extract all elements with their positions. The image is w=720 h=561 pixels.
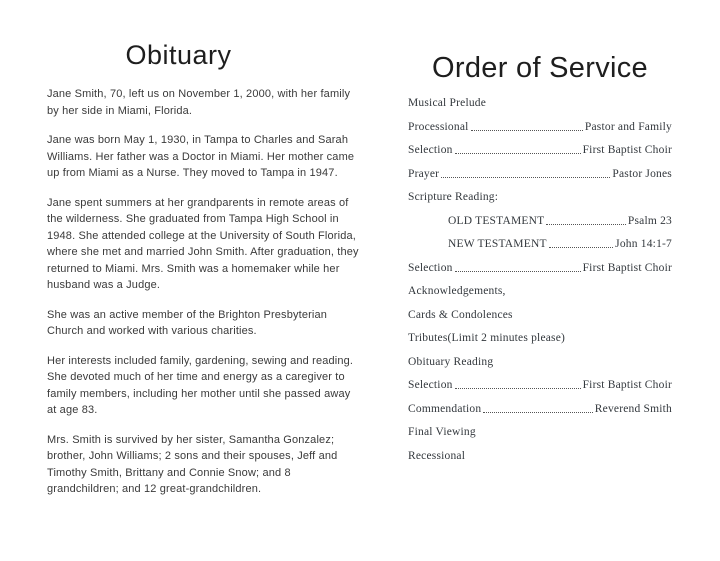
service-item (408, 238, 672, 250)
service-item-label: NEW TESTAMENT (448, 238, 547, 250)
service-item-label: Cards & Condolences (408, 308, 513, 321)
dot-leader (455, 153, 581, 154)
service-item-label: Prayer (408, 167, 440, 180)
obituary-paragraph: Mrs. Smith is survived by her sister, Samantha Gonzalez; brother, John Williams; 2 sons and their spouses, Jeff and Timothy Smith, Brittany and Connie Snow; and 8 grandchildren; and 12 great-grandchildren. (47, 433, 338, 495)
service-item-value: Pastor and Family (584, 120, 672, 133)
dot-leader (455, 271, 581, 272)
service-item (408, 262, 672, 274)
order-of-service-page (408, 48, 672, 473)
obituary-paragraph: Jane was born May 1, 1930, in Tampa to Charles and Sarah Williams. Her father was a Doctor in Miami. Her mother came up from Miami as a Nurse. They moved to Tampa in 1947. (47, 134, 355, 179)
obituary-body (47, 86, 362, 498)
order-of-service-list (408, 97, 672, 462)
service-item-label: Musical Prelude (408, 97, 487, 109)
service-item (408, 403, 672, 415)
service-item (408, 121, 672, 133)
service-item (408, 332, 672, 344)
obituary-page (47, 36, 362, 511)
service-item-value: John 14:1-7 (615, 238, 672, 250)
service-item-value: First Baptist Choir (582, 261, 672, 274)
service-item (408, 450, 672, 462)
service-item (408, 356, 672, 368)
service-item-label: Selection (408, 261, 453, 274)
dot-leader (455, 388, 581, 389)
service-item-label: Recessional (408, 449, 466, 462)
service-item (408, 168, 672, 180)
service-item (408, 285, 672, 297)
service-item (408, 309, 672, 321)
dot-leader (441, 177, 610, 178)
service-item-label: OLD TESTAMENT (448, 214, 545, 227)
dot-leader (546, 224, 626, 225)
service-item-value: Psalm 23 (627, 214, 672, 227)
service-item (408, 97, 672, 109)
service-item (408, 191, 672, 203)
service-item-label: Processional (408, 120, 469, 133)
obituary-paragraph: Jane Smith, 70, left us on November 1, 2000, with her family by her side in Miami, Florida. (47, 88, 351, 117)
dot-leader (471, 130, 583, 131)
service-item-value: First Baptist Choir (582, 379, 672, 391)
obituary-paragraph: Jane spent summers at her grandparents in remote areas of the wilderness. She graduated from Tampa High School in 1948. She attended college at the University of South Florida, where she met and married John Smith. After graduation, they returned to Miami. Mrs. Smith was a homemaker while her husband was a Judge. (47, 196, 359, 291)
service-item-label: Scripture Reading: (408, 191, 499, 203)
service-item-label: Tributes(Limit 2 minutes please) (408, 332, 566, 344)
service-item (408, 426, 672, 438)
obituary-title: Obituary (125, 40, 232, 70)
service-item-label: Final Viewing (408, 426, 476, 438)
service-item-label: Acknowledgements, (408, 285, 506, 297)
service-item-label: Selection (408, 144, 453, 156)
service-item (408, 215, 672, 227)
service-item-label: Commendation (408, 402, 482, 415)
service-item-value: Reverend Smith (594, 402, 672, 415)
dot-leader (549, 247, 613, 248)
dot-leader (483, 412, 592, 413)
service-item-value: First Baptist Choir (582, 144, 672, 156)
order-of-service-title: Order of Service (432, 52, 648, 84)
service-item-value: Pastor Jones (612, 167, 672, 180)
service-item (408, 379, 672, 391)
obituary-paragraph: Her interests included family, gardening, sewing and reading. She devoted much of her time and energy as a caregiver to family members, including her mother until she passed away at age 83. (47, 354, 354, 416)
obituary-paragraph: She was an active member of the Brighton Presbyterian Church and worked with various charities. (47, 308, 328, 337)
service-item (408, 144, 672, 156)
service-item-label: Selection (408, 379, 453, 391)
service-item-label: Obituary Reading (408, 355, 494, 368)
